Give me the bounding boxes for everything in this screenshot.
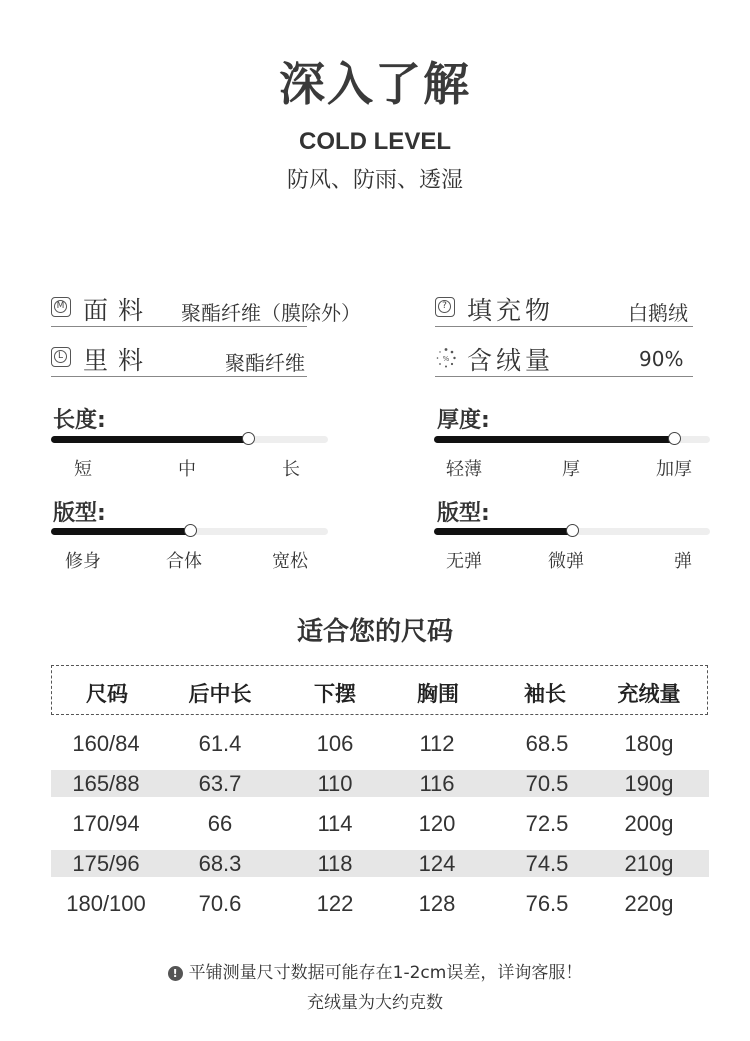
table-cell: 110 [317, 771, 353, 796]
table-cell: 220g [624, 891, 674, 916]
attribute-label: 含绒量 [467, 346, 555, 375]
slider-knob [566, 524, 579, 537]
table-cell: 190g [624, 771, 674, 796]
attribute-value: 90% [639, 347, 684, 371]
tick-label: 弹 [674, 551, 692, 572]
table-cell: 122 [316, 891, 354, 916]
elasticity-title: 版型: [437, 501, 490, 526]
tick-label: 无弹 [446, 551, 482, 572]
attribute-filling [435, 293, 693, 327]
tick-label: 厚 [562, 459, 580, 480]
table-cell: 128 [418, 891, 456, 916]
table-cell: 63.7 [198, 771, 242, 796]
fit-title: 版型: [53, 501, 106, 526]
filling-question-icon: ? [435, 297, 455, 317]
table-cell: 165/88 [72, 771, 140, 796]
tick-label: 加厚 [656, 459, 692, 480]
thickness-title: 厚度: [437, 408, 490, 433]
table-cell: 124 [418, 851, 456, 876]
table-row [51, 850, 709, 877]
slider-knob [184, 524, 197, 537]
attribute-value: 聚酯纤维（膜除外） [181, 301, 361, 325]
table-cell: 72.5 [525, 811, 569, 836]
column-header: 下摆 [314, 682, 356, 706]
table-cell: 114 [317, 811, 353, 836]
table-row [51, 770, 709, 797]
attribute-label: 里料 [83, 346, 154, 375]
attribute-value: 白鹅绒 [628, 301, 688, 325]
length-slider [51, 436, 328, 443]
lining-l-icon: L [51, 347, 71, 367]
fabric-m-icon: M [51, 297, 71, 317]
table-cell: 180/100 [66, 891, 146, 916]
table-cell: 106 [316, 731, 354, 756]
exclamation-icon: ! [168, 966, 183, 981]
table-row [51, 730, 709, 757]
tick-label: 微弹 [548, 551, 584, 572]
fit-slider [51, 528, 328, 535]
length-title: 长度: [53, 408, 106, 433]
attribute-down-content [435, 343, 693, 377]
table-header [51, 665, 708, 715]
table-cell: 116 [419, 771, 455, 796]
table-cell: 118 [317, 851, 353, 876]
slider-fill [51, 528, 190, 535]
table-row [51, 890, 709, 917]
slider-fill [434, 436, 674, 443]
table-cell: 112 [419, 731, 455, 756]
table-cell: 120 [418, 811, 456, 836]
size-table-title: 适合您的尺码 [296, 617, 453, 647]
table-cell: 74.5 [525, 851, 569, 876]
table-cell: 160/84 [72, 731, 140, 756]
table-cell: 70.5 [525, 771, 569, 796]
table-cell: 210g [624, 851, 674, 876]
subtitle-english: COLD LEVEL [298, 128, 451, 155]
table-cell: 175/96 [72, 851, 140, 876]
table-cell: 200g [624, 811, 674, 836]
page-title: 深入了解 [279, 57, 471, 111]
attribute-value: 聚酯纤维 [225, 351, 305, 375]
subtitle-features: 防风、防雨、透湿 [286, 168, 463, 193]
slider-knob [668, 432, 681, 445]
elasticity-slider [434, 528, 710, 535]
table-cell: 70.6 [198, 891, 242, 916]
measurement-note [0, 958, 750, 983]
table-cell: 61.4 [198, 731, 242, 756]
table-cell: 66 [207, 811, 233, 836]
column-header: 充绒量 [617, 682, 681, 706]
column-header: 后中长 [188, 682, 252, 706]
slider-fill [51, 436, 248, 443]
table-cell: 180g [624, 731, 674, 756]
attribute-lining [51, 343, 307, 377]
slider-knob [242, 432, 255, 445]
table-row [51, 810, 709, 837]
percent-loading-icon [435, 347, 457, 369]
note-text: 平铺测量尺寸数据可能存在1-2cm误差，详询客服！ [188, 963, 583, 983]
tick-label: 长 [282, 459, 300, 480]
attribute-label: 面料 [83, 296, 154, 325]
attribute-fabric [51, 293, 361, 327]
table-cell: 68.5 [525, 731, 569, 756]
tick-label: 中 [178, 459, 196, 480]
tick-label: 合体 [166, 551, 202, 572]
slider-fill [434, 528, 572, 535]
thickness-slider [434, 436, 710, 443]
table-cell: 76.5 [525, 891, 569, 916]
down-weight-note: 充绒量为大约克数 [307, 993, 443, 1013]
table-cell: 170/94 [72, 811, 140, 836]
column-header: 胸围 [417, 682, 459, 706]
svg-text:%: % [442, 355, 450, 363]
attribute-label: 填充物 [467, 296, 555, 325]
column-header: 袖长 [524, 682, 566, 706]
tick-label: 修身 [65, 551, 101, 572]
column-header: 尺码 [86, 682, 128, 706]
tick-label: 短 [74, 459, 92, 480]
tick-label: 轻薄 [446, 459, 482, 480]
table-cell: 68.3 [198, 851, 242, 876]
tick-label: 宽松 [272, 551, 308, 572]
